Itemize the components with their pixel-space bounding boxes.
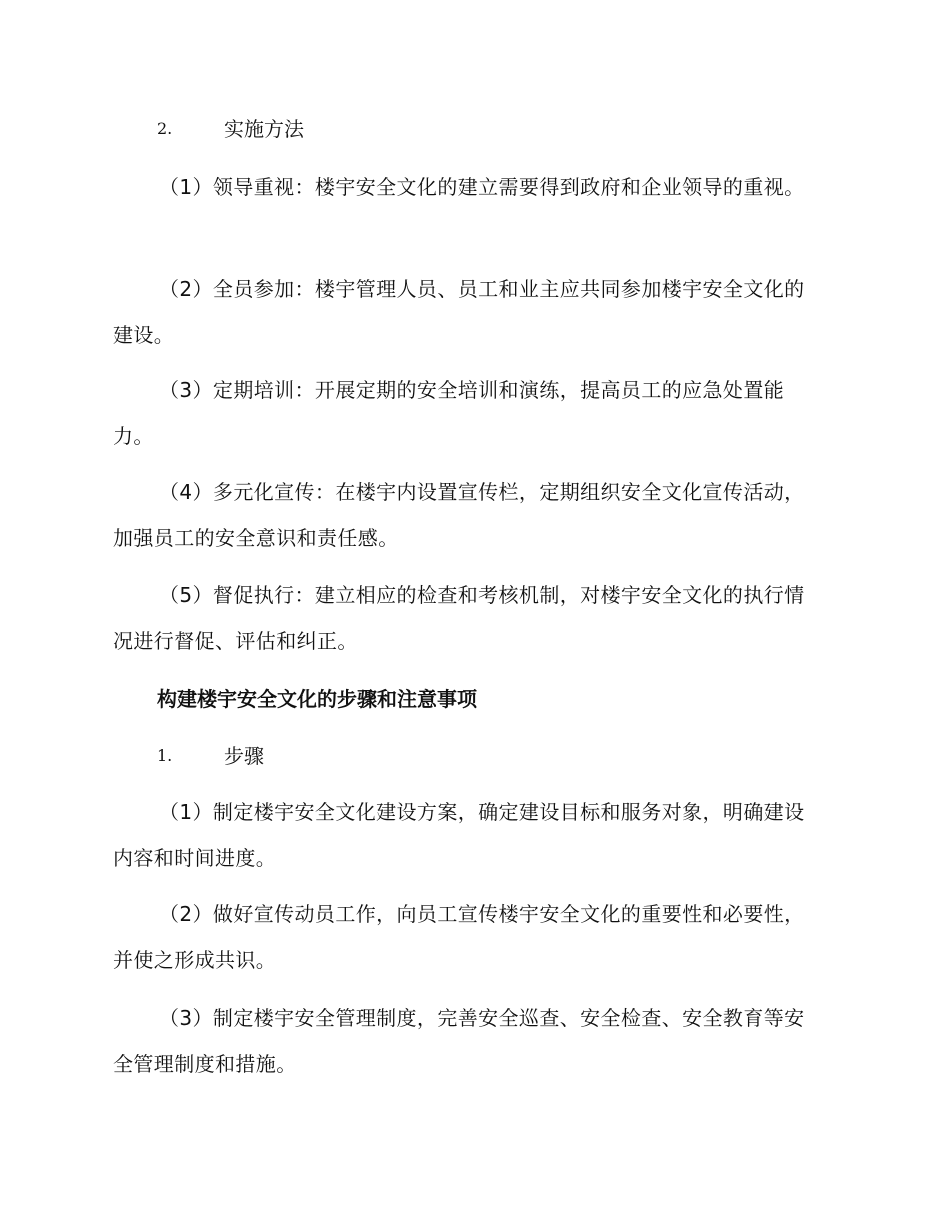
- steps-item-3: （3）制定楼宇安全管理制度，完善安全巡查、安全检查、安全教育等安全管理制度和措施。: [113, 1006, 805, 1076]
- section-heading: 构建楼宇安全文化的步骤和注意事项: [157, 687, 477, 711]
- method-item-1: （1）领导重视：楼宇安全文化的建立需要得到政府和企业领导的重视。: [159, 175, 805, 199]
- steps-item-1: （1）制定楼宇安全文化建设方案，确定建设目标和服务对象，明确建设内容和时间进度。: [113, 800, 805, 870]
- steps-item-2: （2）做好宣传动员工作，向员工宣传楼宇安全文化的重要性和必要性，并使之形成共识。: [113, 902, 805, 972]
- section-method-title: 实施方法: [224, 117, 304, 141]
- method-item-2: （2）全员参加：楼宇管理人员、员工和业主应共同参加楼宇安全文化的建设。: [113, 277, 805, 347]
- section-steps-title: 步骤: [224, 744, 264, 768]
- method-item-3: （3）定期培训：开展定期的安全培训和演练，提高员工的应急处置能力。: [113, 378, 785, 448]
- section-steps-number: 1.: [157, 746, 173, 765]
- method-item-5: （5）督促执行：建立相应的检查和考核机制，对楼宇安全文化的执行情况进行督促、评估和纠正。: [113, 583, 805, 653]
- method-item-4: （4）多元化宣传：在楼宇内设置宣传栏，定期组织安全文化宣传活动，加强员工的安全意识和责任感。: [113, 480, 805, 550]
- section-method-number: 2.: [157, 119, 173, 138]
